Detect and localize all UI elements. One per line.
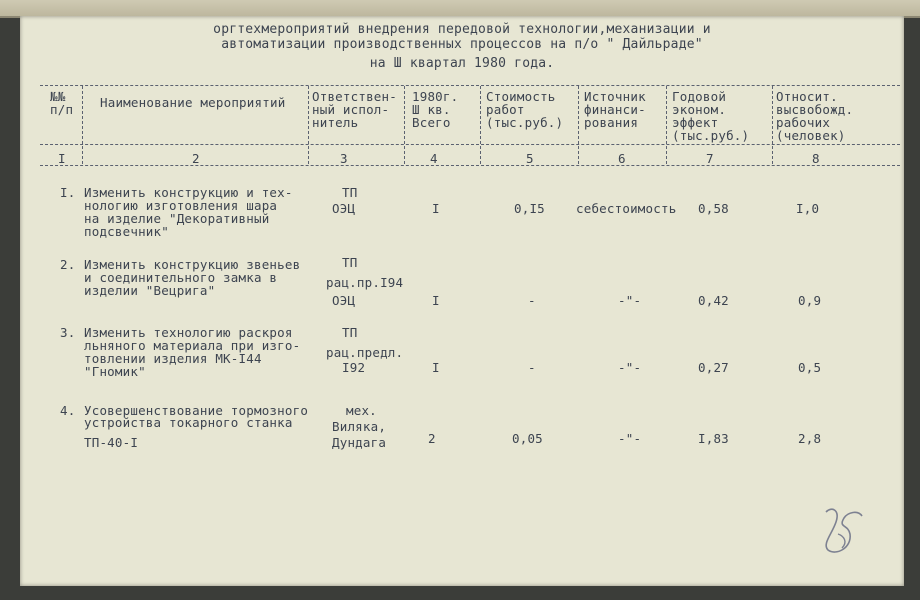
row-2-exec-1: ТП — [342, 255, 358, 270]
col-number-3: 3 — [340, 151, 348, 166]
header-q3: 1980г. Ш кв. Всего — [412, 89, 459, 130]
row-2-number: 2. — [60, 257, 76, 272]
col-divider-1 — [82, 86, 83, 164]
row-2-exec-2: рац.пр.I94 — [326, 275, 404, 290]
col-divider-2 — [308, 86, 309, 164]
row-4-number: 4. — [60, 403, 76, 418]
header-bottom-rule — [40, 144, 900, 145]
row-4-exec-2: Виляка, — [332, 419, 387, 434]
title-line-3: на Ш квартал 1980 года. — [369, 56, 555, 71]
row-3-source: -"- — [618, 360, 642, 375]
document-page — [20, 16, 904, 586]
row-1-name: Изменить конструкцию и тех- нологию изготовления шара на изделие "Декоративный подсвечник" — [84, 185, 293, 239]
col-number-2: 2 — [192, 151, 200, 166]
header-executor: Ответствен- ный испол- нитель — [312, 89, 397, 130]
row-2-cost: - — [528, 293, 536, 308]
col-number-1: I — [58, 151, 66, 166]
row-3-exec-2: рац.предл. — [326, 345, 404, 360]
header-workers: Относит. высвобожд. рабочих (человек) — [776, 89, 854, 143]
row-2-name: Изменить конструкцию звеньев и соединительного замка в изделии "Вецрига" — [84, 257, 301, 298]
col-divider-4 — [480, 86, 481, 164]
title-line-2: автоматизации производственных процессов на п/о " Дайльраде" — [221, 37, 703, 52]
header-name: Наименование мероприятий — [100, 95, 286, 110]
row-1-cost: 0,I5 — [514, 201, 545, 216]
row-3-number: 3. — [60, 325, 76, 340]
col-number-6: 6 — [618, 151, 626, 166]
col-number-4: 4 — [430, 151, 438, 166]
col-divider-6 — [666, 86, 667, 164]
row-4-effect: I,83 — [698, 431, 729, 446]
title-line-1: оргтехмероприятий внедрения передовой технологии,механизации и — [213, 22, 711, 37]
table-top-rule — [40, 85, 900, 86]
row-1-exec-1: ТП — [342, 185, 358, 200]
row-4-source: -"- — [618, 431, 642, 446]
row-3-effect: 0,27 — [698, 360, 729, 375]
header-source: Источник финанси- рования — [584, 89, 646, 130]
row-1-workers: I,0 — [796, 201, 820, 216]
col-number-7: 7 — [706, 151, 714, 166]
col-number-rule — [40, 165, 900, 166]
row-3-cost: - — [528, 360, 536, 375]
header-effect: Годовой эконом. эффект (тыс.руб.) — [672, 89, 750, 143]
row-3-exec-1: ТП — [342, 325, 358, 340]
row-1-exec-2: ОЭЦ — [332, 201, 356, 216]
col-number-5: 5 — [526, 151, 534, 166]
row-4-workers: 2,8 — [798, 431, 822, 446]
header-num: №№ п/п — [50, 89, 74, 117]
col-divider-7 — [772, 86, 773, 164]
row-2-q3: I — [432, 293, 440, 308]
row-1-number: I. — [60, 185, 76, 200]
col-number-8: 8 — [812, 151, 820, 166]
handwritten-mark — [818, 504, 866, 556]
header-cost: Стоимость работ (тыс.руб.) — [486, 89, 564, 130]
row-2-effect: 0,42 — [698, 293, 729, 308]
col-divider-5 — [578, 86, 579, 164]
row-4-name-1: Усовершенствование тормозного — [84, 403, 309, 418]
row-3-exec-3: I92 — [342, 360, 366, 375]
row-3-q3: I — [432, 360, 440, 375]
row-2-source: -"- — [618, 293, 642, 308]
row-1-q3: I — [432, 201, 440, 216]
row-4-name-3: ТП-40-I — [84, 435, 139, 450]
col-divider-3 — [404, 86, 405, 164]
row-4-q3: 2 — [428, 431, 436, 446]
row-3-workers: 0,5 — [798, 360, 822, 375]
row-2-workers: 0,9 — [798, 293, 822, 308]
row-1-source: себестоимость — [576, 201, 677, 216]
row-4-exec-3: Дундага — [332, 435, 387, 450]
row-4-exec-1: мех. — [346, 403, 377, 418]
row-3-name: Изменить технологию раскроя льняного материала при изго- товлении изделия МК-I44 "Гномик" — [84, 325, 301, 379]
row-1-effect: 0,58 — [698, 201, 729, 216]
row-2-exec-3: ОЭЦ — [332, 293, 356, 308]
row-4-cost: 0,05 — [512, 431, 543, 446]
row-4-name-2: устройства токарного станка — [84, 415, 293, 430]
